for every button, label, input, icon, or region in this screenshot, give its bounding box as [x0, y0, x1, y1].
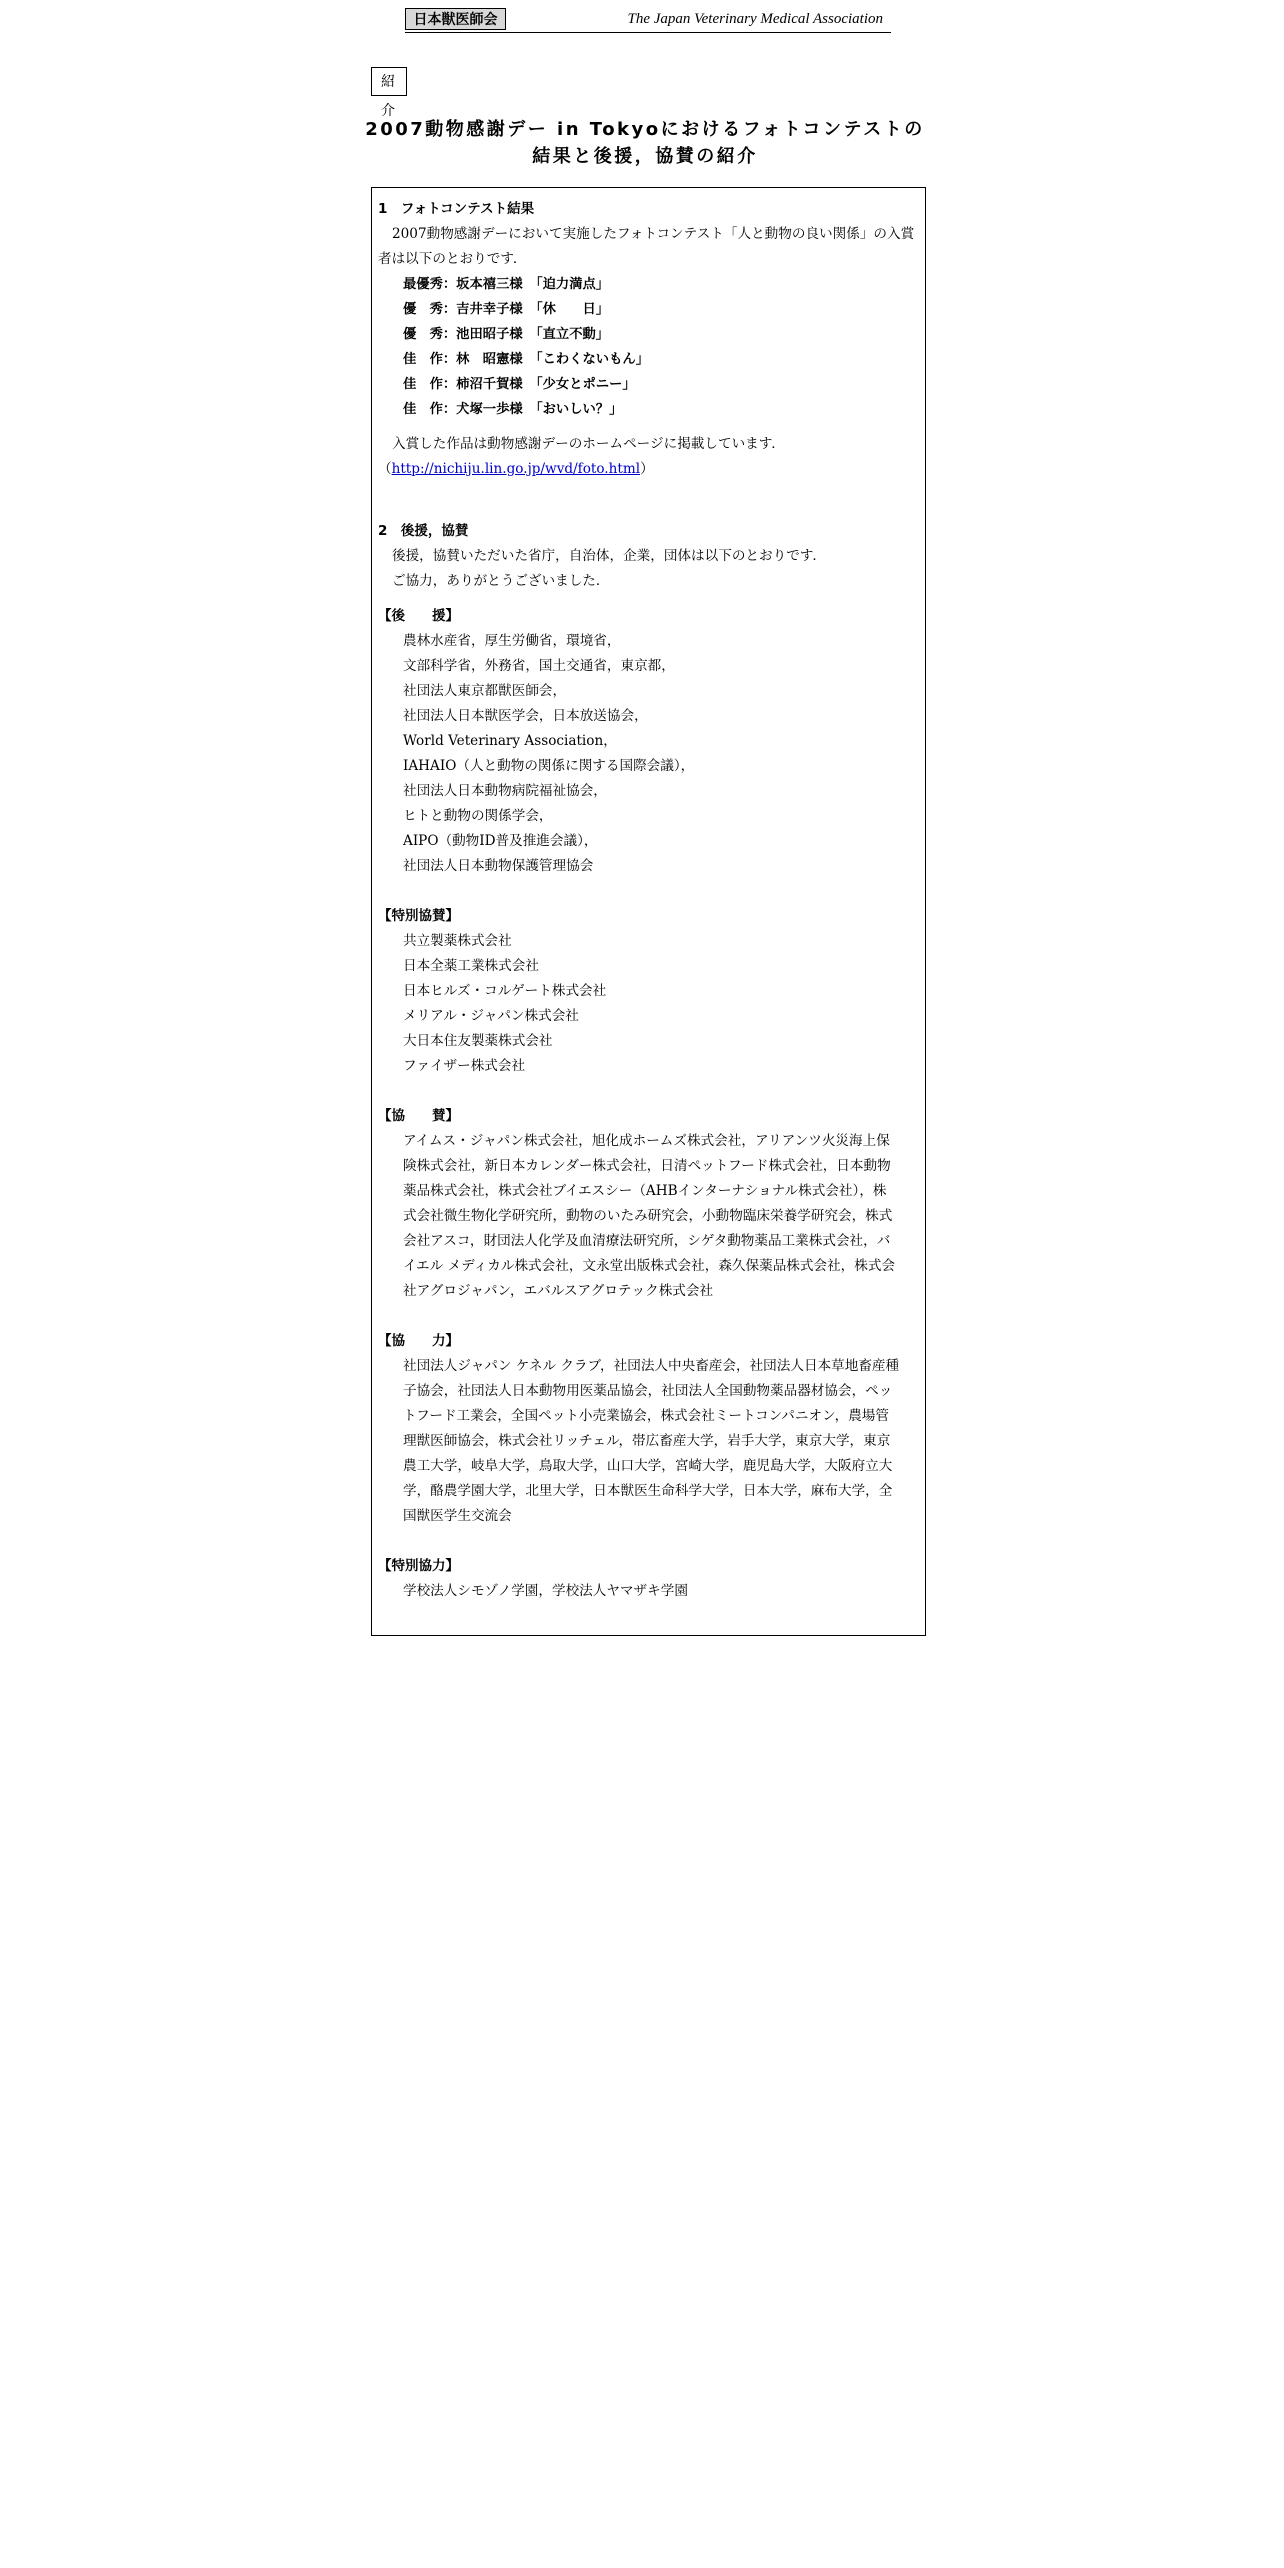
title-line-1: 2007動物感謝デー in Tokyoにおけるフォトコンテストの — [365, 119, 925, 140]
tokubetsu-kyoryoku-list — [378, 1579, 921, 1604]
text-line: 薬品株式会社，株式会社ブイエスシー（AHBインターナショナル株式会社），株 — [403, 1183, 887, 1199]
winner-item: 最優秀：坂本禧三様 「迫力満点」 — [403, 277, 610, 292]
text-line: 学，酪農学園大学，北里大学，日本獣医生命科学大学，日本大学，麻布大学，全 — [403, 1483, 893, 1499]
text-line: 理獣医師協会，株式会社リッチェル，帯広畜産大学，岩手大学，東京大学，東京 — [403, 1433, 891, 1449]
section-2-intro-2: ご協力，ありがとうございました． — [392, 573, 610, 589]
tokubetsu-kyosan-list — [378, 929, 921, 1079]
section-1-heading: 1 フォトコンテスト結果 — [378, 201, 535, 217]
list-item: 社団法人日本動物保護管理協会 — [403, 858, 594, 874]
text-line: 社アグロジャパン，エバルスアグロテック株式会社 — [403, 1283, 714, 1299]
url-paren-close: ） — [640, 461, 654, 477]
winner-item: 優 秀：吉井幸子様 「休 日」 — [403, 302, 610, 317]
list-item: World Veterinary Association， — [403, 733, 617, 749]
list-item: 共立製薬株式会社 — [403, 933, 512, 949]
journal-header — [405, 8, 891, 33]
section-2-heading: 2 後援，協賛 — [378, 523, 469, 539]
list-item: 社団法人東京都獣医師会， — [403, 683, 567, 699]
text-line: 子協会，社団法人日本動物用医薬品協会，社団法人全国動物薬品器材協会，ペッ — [403, 1383, 893, 1399]
article-body-box — [371, 187, 926, 1636]
list-item: IAHAIO（人と動物の関係に関する国際会議）， — [403, 758, 695, 774]
text-line: イエル メディカル株式会社，文永堂出版株式会社，森久保薬品株式会社，株式会 — [403, 1258, 896, 1274]
kyosan-paragraph — [378, 1129, 921, 1304]
winner-item: 佳 作：林 昭憲様 「こわくないもん」 — [403, 352, 649, 367]
list-item: 学校法人シモゾノ学園，学校法人ヤマザキ学園 — [403, 1583, 688, 1599]
list-item: AIPO（動物ID普及推進会議）， — [403, 833, 598, 849]
kyosan-heading: 【協 賛】 — [378, 1108, 459, 1124]
kyoryoku-heading: 【協 力】 — [378, 1333, 459, 1349]
text-line: アイムス・ジャパン株式会社，旭化成ホームズ株式会社，アリアンツ火災海上保 — [403, 1133, 890, 1149]
list-item: 社団法人日本獣医学会，日本放送協会， — [403, 708, 648, 724]
winner-item: 佳 作：柿沼千賀様 「少女とポニー」 — [403, 377, 636, 392]
text-line: 社団法人ジャパン ケネル クラブ，社団法人中央畜産会，社団法人日本草地畜産種 — [403, 1358, 900, 1374]
list-item: ファイザー株式会社 — [403, 1058, 526, 1074]
text-line: 会社アスコ，財団法人化学及血清療法研究所，シゲタ動物薬品工業株式会社，バ — [403, 1233, 891, 1249]
winners-list — [378, 272, 921, 422]
list-item: 文部科学省，外務省，国土交通省，東京都， — [403, 658, 675, 674]
title-line-2: 結果と後援，協賛の紹介 — [532, 146, 758, 167]
list-item: 社団法人日本動物病院福祉協会， — [403, 783, 607, 799]
list-item: メリアル・ジャパン株式会社 — [403, 1008, 579, 1024]
text-line: 険株式会社，新日本カレンダー株式会社，日清ペットフード株式会社，日本動物 — [403, 1158, 891, 1174]
winner-item: 佳 作：犬塚一歩様 「おいしい？」 — [403, 402, 623, 417]
list-item: 日本ヒルズ・コルゲート株式会社 — [403, 983, 607, 999]
koen-list — [378, 629, 921, 879]
winner-item: 優 秀：池田昭子様 「直立不動」 — [403, 327, 610, 342]
koen-heading: 【後 援】 — [378, 608, 459, 624]
text-line: トフード工業会，全国ペット小売業協会，株式会社ミートコンパニオン，農場管 — [403, 1408, 889, 1424]
text-line: 式会社微生物化学研究所，動物のいたみ研究会，小動物臨床栄養学研究会，株式 — [403, 1208, 893, 1224]
url-paren-open: （ — [378, 461, 392, 477]
text-line: 農工大学，岐阜大学，鳥取大学，山口大学，宮崎大学，鹿児島大学，大阪府立大 — [403, 1458, 893, 1474]
org-name-jp: 日本獣医師会 — [405, 8, 506, 30]
article-title — [360, 116, 930, 170]
photo-page-link[interactable]: http://nichiju.lin.go.jp/wvd/foto.html — [391, 461, 641, 477]
tokubetsu-kyoryoku-heading: 【特別協力】 — [378, 1558, 459, 1574]
kyoryoku-paragraph — [378, 1354, 921, 1529]
section-2-intro-1: 後援，協賛いただいた省庁，自治体，企業，団体は以下のとおりです． — [392, 548, 826, 564]
category-label: 紹 介 — [371, 67, 407, 96]
section-1-intro: 2007動物感謝デーにおいて実施したフォトコンテスト「人と動物の良い関係」の入賞者は以下のとおりです． — [378, 226, 915, 267]
list-item: 日本全薬工業株式会社 — [403, 958, 539, 974]
list-item: 農林水産省，厚生労働省，環境省， — [403, 633, 621, 649]
list-item: ヒトと動物の関係学会， — [403, 808, 553, 824]
text-line: 国獣医学生交流会 — [403, 1508, 512, 1524]
org-name-en: The Japan Veterinary Medical Association — [627, 11, 883, 27]
homepage-note: 入賞した作品は動物感謝デーのホームページに掲載しています． — [392, 436, 785, 452]
tokubetsu-kyosan-heading: 【特別協賛】 — [378, 908, 459, 924]
list-item: 大日本住友製薬株式会社 — [403, 1033, 553, 1049]
url-line — [378, 457, 921, 482]
